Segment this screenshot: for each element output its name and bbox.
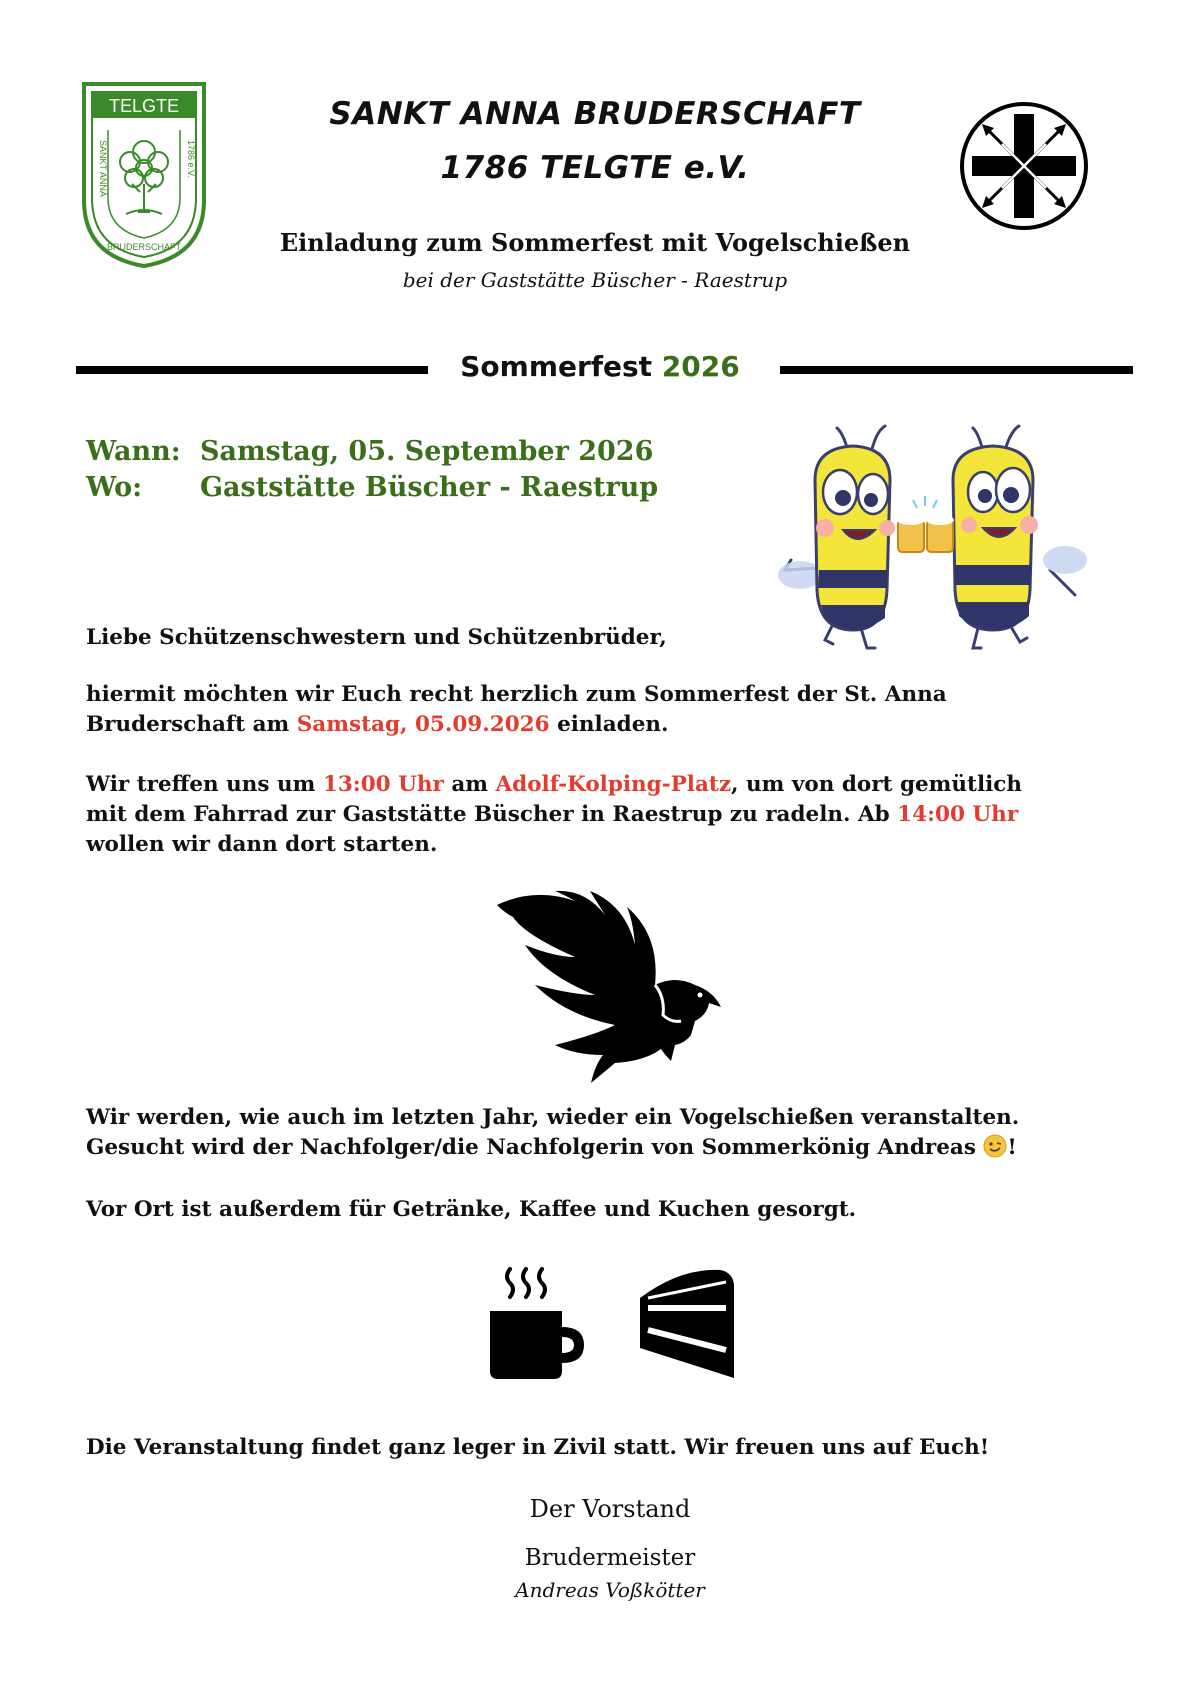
paragraph-shooting: Wir werden, wie auch im letzten Jahr, wieder ein Vogelschießen veranstalten. Gesucht wird der Nachfolger/die Nachfolgerin von Sommerkönig Andreas ! <box>86 1105 1020 1160</box>
cake-slice <box>640 1268 735 1380</box>
greeting: Liebe Schützenschwestern und Schützenbrüder, <box>86 625 667 650</box>
invitation-title: Einladung zum Sommerfest mit Vogelschießen <box>279 228 911 257</box>
when-value: Samstag, 05. September 2026 <box>200 436 654 467</box>
when-label: Wann: <box>86 436 181 467</box>
coffee-cup-icon <box>490 1265 585 1380</box>
meeting-time: 13:00 Uhr <box>322 772 444 797</box>
paragraph-meeting: Wir treffen uns um 13:00 Uhr am Adolf-Kolping-Platz, um von dort gemütlich mit dem Fahrrad zur Gaststätte Büscher in Raestrup zu radeln. Ab 14:00 Uhr wollen wir dann dort starten. <box>86 772 1023 857</box>
signature-group: Der Vorstand <box>529 1495 691 1523</box>
signature-role: Brudermeister <box>524 1545 696 1571</box>
eagle-illustration <box>495 885 725 1085</box>
divider-left <box>76 366 428 374</box>
svg-text:1786 e.V.: 1786 e.V. <box>186 140 196 178</box>
eagle-icon <box>495 885 725 1085</box>
cross-arrows-emblem-icon <box>958 100 1090 232</box>
signature-name: Andreas Voßkötter <box>515 1578 705 1602</box>
paragraph-invitation: hiermit möchten wir Euch recht herzlich zum Sommerfest der St. Anna Bruderschaft am Samstag, 05.09.2026 einladen. <box>86 682 947 737</box>
when-row <box>86 436 653 467</box>
club-name-line1: SANKT ANNA BRUDERSCHAFT <box>329 96 861 132</box>
paragraph-catering: Vor Ort ist außerdem für Getränke, Kaffee und Kuchen gesorgt. <box>86 1197 857 1222</box>
where-value: Gaststätte Büscher - Raestrup <box>200 472 659 503</box>
svg-text:SANKT ANNA: SANKT ANNA <box>98 140 108 197</box>
cake-slice-icon <box>640 1268 735 1380</box>
section-year: 2026 <box>661 350 740 383</box>
smiley-emoji-icon <box>983 1134 1007 1158</box>
svg-text:BRUDERSCHAFT: BRUDERSCHAFT <box>106 242 182 252</box>
cross-arrows-emblem <box>958 100 1090 232</box>
svg-text:TELGTE: TELGTE <box>108 96 180 116</box>
venue-subtitle: bei der Gaststätte Büscher - Raestrup <box>402 268 788 292</box>
section-title: Sommerfest 2026 <box>460 350 740 383</box>
start-time: 14:00 Uhr <box>897 802 1019 827</box>
club-name-line2: 1786 TELGTE e.V. <box>440 150 750 186</box>
coffee-cup <box>490 1265 585 1380</box>
divider-right <box>780 366 1133 374</box>
where-label: Wo: <box>86 472 143 503</box>
paragraph-closing: Die Veranstaltung findet ganz leger in Zivil statt. Wir freuen uns auf Euch! <box>86 1435 990 1460</box>
meeting-place: Adolf-Kolping-Platz <box>495 772 732 797</box>
event-date: Samstag, 05.09.2026 <box>296 712 550 737</box>
where-row <box>86 472 658 503</box>
